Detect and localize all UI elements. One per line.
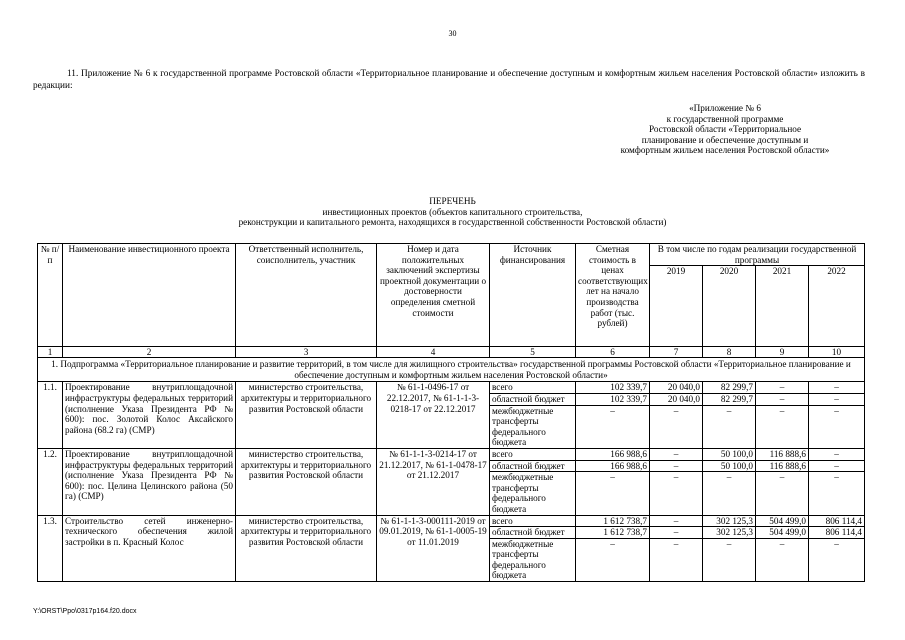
- year-cell: [650, 515, 703, 582]
- year-value: –: [809, 382, 864, 394]
- year-cell: [809, 515, 865, 582]
- document-title: [0, 196, 905, 228]
- source-transfer: межбюджетные трансферты федерального бюджета: [492, 405, 554, 448]
- project-executor: министерство строительства, архитектуры и территориального развития Ростовской области: [236, 382, 377, 449]
- col-number: 3: [236, 347, 377, 358]
- row-number: 1.3.: [38, 515, 63, 582]
- year-value: –: [726, 405, 732, 416]
- year-value: 504 499,0: [756, 516, 808, 528]
- appendix-block: [600, 103, 850, 156]
- project-executor: министерство строительства, архитектуры и территориального развития Ростовской области: [236, 448, 377, 515]
- cost-value: 166 988,6: [576, 461, 649, 473]
- year-value: –: [726, 538, 732, 549]
- header-year: 2022: [809, 266, 865, 347]
- col-number: 10: [809, 347, 865, 358]
- page-number: 30: [448, 29, 457, 38]
- year-value: 116 888,6: [756, 461, 808, 473]
- col-number: 2: [63, 347, 236, 358]
- project-name: Проектирование внутриплощадочной инфраструктуры федеральных территорий (исполнение Указа Президента РФ № 600): пос. Целина Целинского района (50 га) (СМР): [63, 448, 236, 515]
- year-cell: [756, 448, 809, 515]
- year-value: –: [673, 538, 679, 549]
- year-value: 20 040,0: [650, 394, 702, 406]
- year-cell: [650, 382, 703, 449]
- year-cell: [809, 382, 865, 449]
- project-conclusion: № 61-1-1-3-0214-17 от 21.12.2017, № 61-1-0478-17 от 21.12.2017: [377, 448, 490, 515]
- appendix-line: планирование и обеспечение доступным и: [641, 134, 809, 145]
- year-cell: [650, 448, 703, 515]
- source-regional: областной бюджет: [490, 461, 577, 473]
- header-conclusion: Номер и дата положительных заключений экспертизы проектной документации о достоверности определения сметной стоимости: [377, 244, 490, 347]
- year-value: –: [756, 382, 808, 394]
- year-value: –: [650, 527, 702, 539]
- year-cell: [703, 448, 756, 515]
- year-value: –: [834, 472, 839, 483]
- year-value: 302 125,3: [703, 527, 755, 539]
- section-row: [38, 358, 865, 382]
- col-number: 4: [377, 347, 490, 358]
- appendix-line: «Приложение № 6: [689, 103, 761, 113]
- cost-value: 1 612 738,7: [576, 516, 649, 528]
- cost-value: 1 612 738,7: [576, 527, 649, 539]
- cost-value: 102 339,7: [576, 382, 649, 394]
- source-regional: областной бюджет: [490, 527, 577, 539]
- col-number: 6: [576, 347, 650, 358]
- year-value: 806 114,4: [809, 516, 864, 528]
- year-value: –: [650, 461, 702, 473]
- year-cell: [703, 515, 756, 582]
- source-total: всего: [490, 382, 577, 394]
- row-number: 1.2.: [38, 448, 63, 515]
- year-value: –: [779, 538, 785, 549]
- year-value: –: [834, 538, 839, 549]
- year-value: –: [756, 394, 808, 406]
- col-number: 1: [38, 347, 63, 358]
- table-row: [38, 382, 865, 449]
- cost-cell: [576, 515, 650, 582]
- header-year: 2020: [703, 266, 756, 347]
- cost-value: 166 988,6: [576, 449, 649, 461]
- appendix-line: к государственной программе: [666, 113, 784, 124]
- header-name: Наименование инвестиционного проекта: [63, 244, 236, 347]
- table-row: [38, 448, 865, 515]
- funding-source-cell: [490, 448, 576, 515]
- source-regional: областной бюджет: [490, 394, 577, 406]
- year-value: –: [809, 394, 864, 406]
- year-value: 116 888,6: [756, 449, 808, 461]
- source-total: всего: [490, 516, 577, 528]
- cost-value: –: [610, 405, 615, 416]
- year-value: 50 100,0: [703, 449, 755, 461]
- project-conclusion: № 61-1-0496-17 от 22.12.2017, № 61-1-1-3-0218-17 от 22.12.2017: [377, 382, 490, 449]
- project-name: Проектирование внутриплощадочной инфраструктуры федеральных территорий (исполнение Указа Президента РФ № 600): пос. Золотой Колос Аксайского района (68.2 га) (СМР): [63, 382, 236, 449]
- year-value: –: [650, 516, 702, 528]
- header-source: Источник финансирования: [490, 244, 576, 347]
- year-value: –: [779, 472, 785, 483]
- header-years-group: В том числе по годам реализации государственной программы: [650, 244, 865, 266]
- appendix-line: комфортным жильем населения Ростовской области»: [620, 145, 830, 156]
- project-conclusion: № 61-1-1-3-000111-2019 от 09.01.2019, № 61-1-0005-19 от 11.01.2019: [377, 515, 490, 582]
- title-heading: ПЕРЕЧЕНЬ: [429, 196, 476, 206]
- project-executor: министерство строительства, архитектуры и территориального развития Ростовской области: [236, 515, 377, 582]
- column-numbers-row: [38, 347, 865, 358]
- row-number: 1.1.: [38, 382, 63, 449]
- source-total: всего: [490, 449, 577, 461]
- col-number: 8: [703, 347, 756, 358]
- title-line: инвестиционных проектов (объектов капитального строительства,: [322, 206, 583, 217]
- funding-source-cell: [490, 515, 576, 582]
- cost-value: 102 339,7: [576, 394, 649, 406]
- col-number: 7: [650, 347, 703, 358]
- file-path-footer: Y:\ORST\Ppo\0317p164.f20.docx: [33, 608, 137, 615]
- year-cell: [756, 382, 809, 449]
- year-value: –: [779, 405, 785, 416]
- year-value: 20 040,0: [650, 382, 702, 394]
- title-line: реконструкции и капитального ремонта, находящихся в государственной собственности Ростовской области): [238, 217, 667, 227]
- header-year: 2019: [650, 266, 703, 347]
- funding-source-cell: [490, 382, 576, 449]
- year-value: –: [726, 472, 732, 483]
- year-value: 302 125,3: [703, 516, 755, 528]
- year-cell: [756, 515, 809, 582]
- cost-value: –: [610, 472, 615, 483]
- year-value: –: [809, 449, 864, 461]
- cost-cell: [576, 382, 650, 449]
- year-value: –: [809, 461, 864, 473]
- header-cost: Сметная стоимость в ценах соответствующих лет на начало производства работ (тыс. рублей): [576, 244, 650, 347]
- projects-table: [37, 243, 865, 582]
- col-number: 5: [490, 347, 576, 358]
- header-year: 2021: [756, 266, 809, 347]
- year-value: 82 299,7: [703, 382, 755, 394]
- source-transfer: межбюджетные трансферты федерального бюджета: [492, 538, 554, 581]
- cost-value: –: [610, 538, 615, 549]
- year-cell: [809, 448, 865, 515]
- source-transfer: межбюджетные трансферты федерального бюджета: [492, 472, 554, 514]
- intro-paragraph: 11. Приложение № 6 к государственной программе Ростовской области «Территориальное планирование и обеспечение доступным и комфортным жильем населения Ростовской области» изложить в редакции:: [33, 69, 865, 91]
- year-value: 806 114,4: [809, 527, 864, 539]
- year-value: 50 100,0: [703, 461, 755, 473]
- table-row: [38, 515, 865, 582]
- header-executor: Ответственный исполнитель, соисполнитель, участник: [236, 244, 377, 347]
- year-cell: [703, 382, 756, 449]
- year-value: 504 499,0: [756, 527, 808, 539]
- section-title: 1. Подпрограмма «Территориальное планирование и развитие территорий, в том числе для жилищного строительства» государственной программы Ростовской области «Территориальное планирование и обеспечение доступным и комфортным жильем населения Ростовской области»: [38, 358, 865, 382]
- project-name: Строительство сетей инженерно-технического обеспечения жилой застройки в п. Красный Колос: [63, 515, 236, 582]
- appendix-line: Ростовской области «Территориальное: [648, 124, 802, 135]
- year-value: 82 299,7: [703, 394, 755, 406]
- year-value: –: [673, 472, 679, 483]
- header-num: № п/п: [38, 244, 63, 347]
- cost-cell: [576, 448, 650, 515]
- year-value: –: [834, 405, 839, 416]
- col-number: 9: [756, 347, 809, 358]
- year-value: –: [673, 405, 679, 416]
- year-value: –: [650, 449, 702, 461]
